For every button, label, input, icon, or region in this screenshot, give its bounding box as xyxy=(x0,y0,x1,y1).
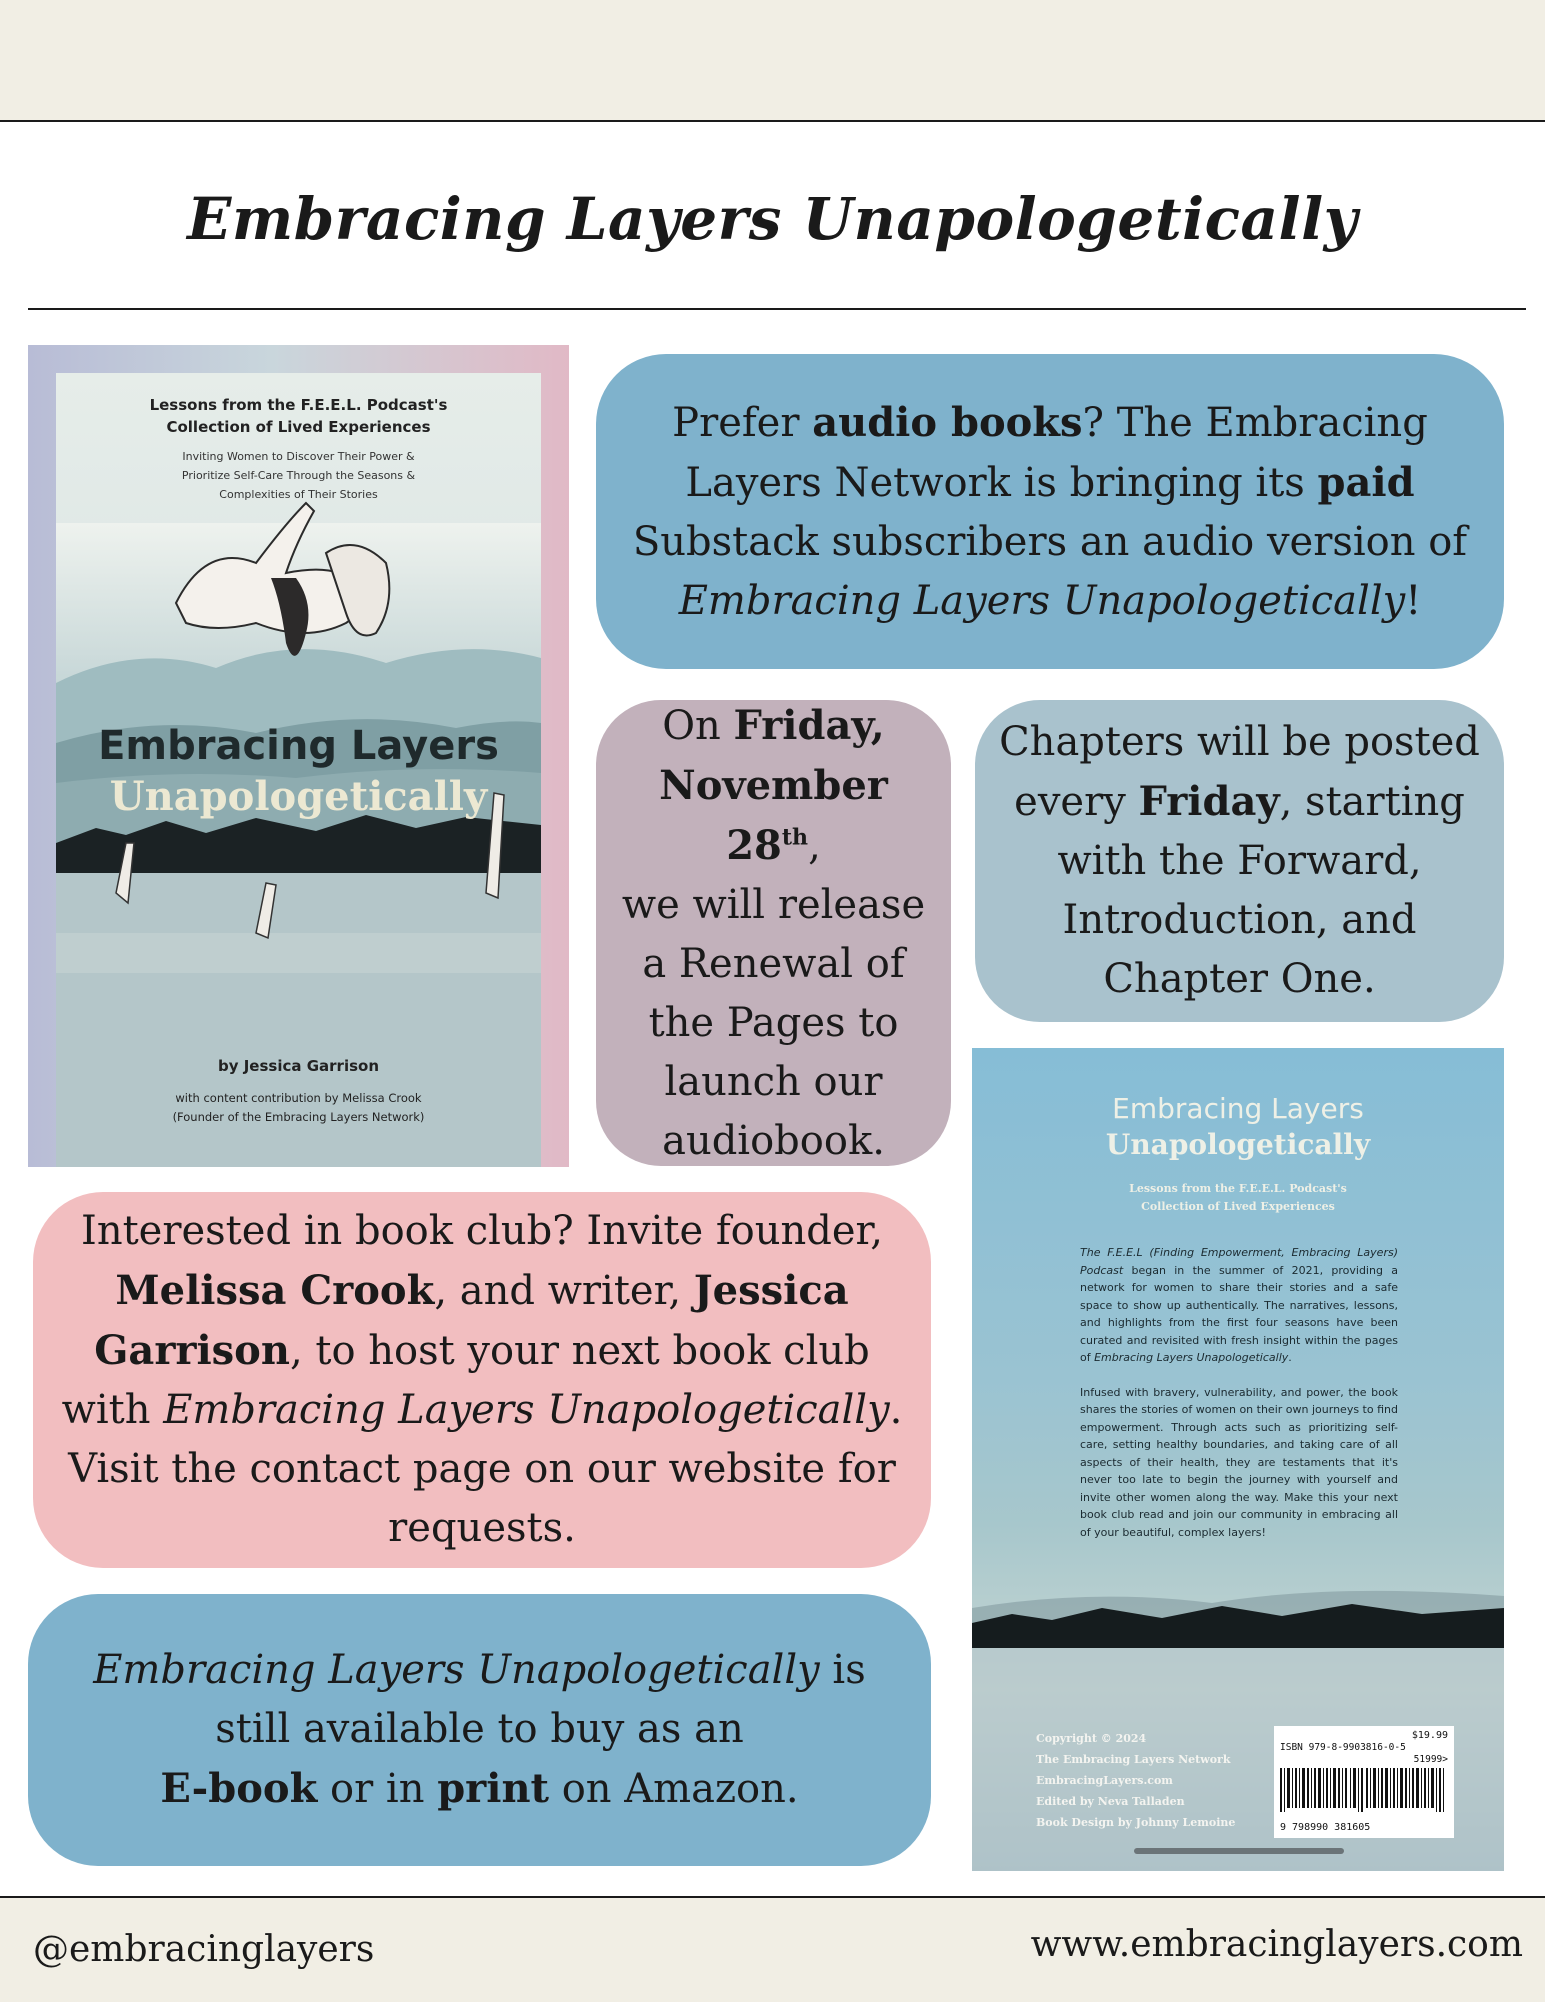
bold-text: paid xyxy=(1317,458,1415,506)
audiobook-text xyxy=(626,393,1474,631)
release-date-announcement xyxy=(596,700,951,1166)
front-cover-tagline-line: Complexities of Their Stories xyxy=(219,488,378,501)
text-span: is still available to buy as an xyxy=(215,1647,866,1752)
page-title: Embracing Layers Unapologetically xyxy=(187,185,1358,253)
back-cover-credits xyxy=(1036,1728,1286,1833)
front-cover-subtitle xyxy=(28,394,569,438)
barcode-price: $19.99 xyxy=(1411,1730,1448,1741)
front-cover-contribution xyxy=(28,1089,569,1127)
bold-text: Melissa Crook xyxy=(115,1267,435,1314)
ordinal-suffix: th xyxy=(781,824,809,851)
text-span: . xyxy=(1288,1351,1292,1364)
back-cover-image xyxy=(972,1048,1504,1871)
credit-line: EmbracingLayers.com xyxy=(1036,1774,1173,1787)
text-span: , and writer, xyxy=(434,1268,694,1314)
chapters-text xyxy=(983,713,1496,1009)
purchase-text xyxy=(68,1641,891,1819)
book-title-italic: Embracing Layers Unapologetically xyxy=(678,577,1406,624)
text-span: Prefer xyxy=(672,399,813,446)
front-cover-image xyxy=(28,345,569,1167)
back-cover-title: Embracing Layers xyxy=(1112,1092,1364,1125)
front-cover-tagline-line: Prioritize Self-Care Through the Seasons & xyxy=(181,469,416,482)
bold-text: Friday, xyxy=(733,701,885,749)
text-span: , starting with the Forward, Introduction, and Chapter One. xyxy=(1057,779,1465,1002)
text-span: . Visit the contact page on our website for requests. xyxy=(68,1387,903,1551)
barcode-number: 9 798990 381605 xyxy=(1280,1822,1371,1833)
text-span: or in xyxy=(317,1766,438,1812)
text-span: ? The Embracing Layers Network is bringing its xyxy=(685,399,1428,506)
book-title-italic: Embracing Layers Unapologetically xyxy=(93,1647,820,1693)
credit-line: Book Design by Johnny Lemoine xyxy=(1036,1816,1236,1829)
audiobook-announcement xyxy=(596,354,1504,669)
text-span: On xyxy=(662,702,734,749)
text-span: Chapters will be posted every xyxy=(999,719,1480,825)
book-title-italic: Embracing Layers Unapologetically xyxy=(163,1387,890,1433)
purchase-availability xyxy=(28,1594,931,1866)
front-cover-contribution-line: (Founder of the Embracing Layers Network) xyxy=(172,1110,425,1124)
back-cover-subtitle xyxy=(972,1180,1504,1216)
credit-line: The Embracing Layers Network xyxy=(1036,1753,1231,1766)
image-scroll-handle xyxy=(1134,1848,1344,1854)
bold-text: audio books xyxy=(812,398,1083,446)
back-cover-title-accent: Unapologetically xyxy=(1105,1128,1371,1161)
bold-text: Jessica Garrison xyxy=(94,1267,849,1374)
back-cover-blurb xyxy=(1080,1244,1398,1558)
credit-line: Copyright © 2024 xyxy=(1036,1732,1147,1745)
front-cover-title-accent: Unapologetically xyxy=(109,773,488,820)
barcode-bars xyxy=(1280,1768,1448,1812)
isbn-barcode xyxy=(1274,1726,1454,1838)
front-cover-subtitle-line: Lessons from the F.E.E.L. Podcast's xyxy=(149,396,448,414)
bold-text: print xyxy=(437,1765,549,1812)
back-cover-subtitle-line: Lessons from the F.E.E.L. Podcast's xyxy=(1129,1182,1347,1195)
text-span: ! xyxy=(1405,577,1422,624)
text-span: Interested in book club? Invite founder, xyxy=(81,1208,883,1254)
front-cover-subtitle-line: Collection of Lived Experiences xyxy=(166,418,431,436)
front-cover-contribution-line: with content contribution by Melissa Crook xyxy=(175,1091,422,1105)
book-club-invitation xyxy=(33,1192,931,1568)
barcode-price-code: 51999> xyxy=(1413,1754,1448,1765)
release-text xyxy=(606,696,941,1171)
front-cover-tagline xyxy=(28,447,569,504)
podcast-name-italic: The F.E.E.L (Finding Empowerment, Embracing Layers) Podcast xyxy=(1080,1246,1398,1277)
back-cover-subtitle-line: Collection of Lived Experiences xyxy=(1141,1200,1335,1213)
front-cover-author: by Jessica Garrison xyxy=(217,1057,379,1075)
text-span: began in the summer of 2021, providing a network for women to share their stories and a safe space to show up authentically. The narratives, lessons, and highlights from the first four seasons have been curated and revisited with fresh insight within the pages of xyxy=(1080,1263,1398,1364)
front-cover-tagline-line: Inviting Women to Discover Their Power & xyxy=(182,450,415,463)
bold-text: November 28 xyxy=(659,761,888,869)
blurb-paragraph: Infused with bravery, vulnerability, and power, the book shares the stories of women on their own journeys to find empowerment. Through acts such as prioritizing self-care, setting healthy boundaries, and taking care of all aspects of their health, they are testaments that it's never too late to begin the journey with yourself and invite other women along the way. Make this your next book club read and join our community in embracing all of your beautiful, complex layers! xyxy=(1080,1385,1398,1539)
book-club-text xyxy=(49,1202,915,1558)
barcode-isbn: ISBN 979-8-9903816-0-5 xyxy=(1280,1742,1406,1753)
website-url: www.embracinglayers.com xyxy=(1030,1924,1523,1965)
social-handle: @embracinglayers xyxy=(33,1929,375,1970)
bold-text: Friday xyxy=(1138,778,1280,825)
text-span: we will release a Renewal of the Pages to launch our audiobook. xyxy=(621,881,926,1164)
text-span: , xyxy=(808,822,821,869)
text-span: Substack subscribers an audio version of xyxy=(632,518,1468,565)
top-band xyxy=(0,0,1545,122)
book-title-italic: Embracing Layers Unapologetically xyxy=(1094,1351,1289,1364)
blurb-paragraph xyxy=(1080,1244,1398,1367)
text-span: on Amazon. xyxy=(549,1766,799,1812)
chapters-schedule xyxy=(975,700,1504,1022)
title-divider xyxy=(28,308,1526,310)
credit-line: Edited by Neva Talladen xyxy=(1036,1795,1185,1808)
front-cover-title: Embracing Layers xyxy=(98,723,499,769)
bold-text: E-book xyxy=(160,1765,318,1812)
text-span: , to host your next book club with xyxy=(61,1328,870,1433)
